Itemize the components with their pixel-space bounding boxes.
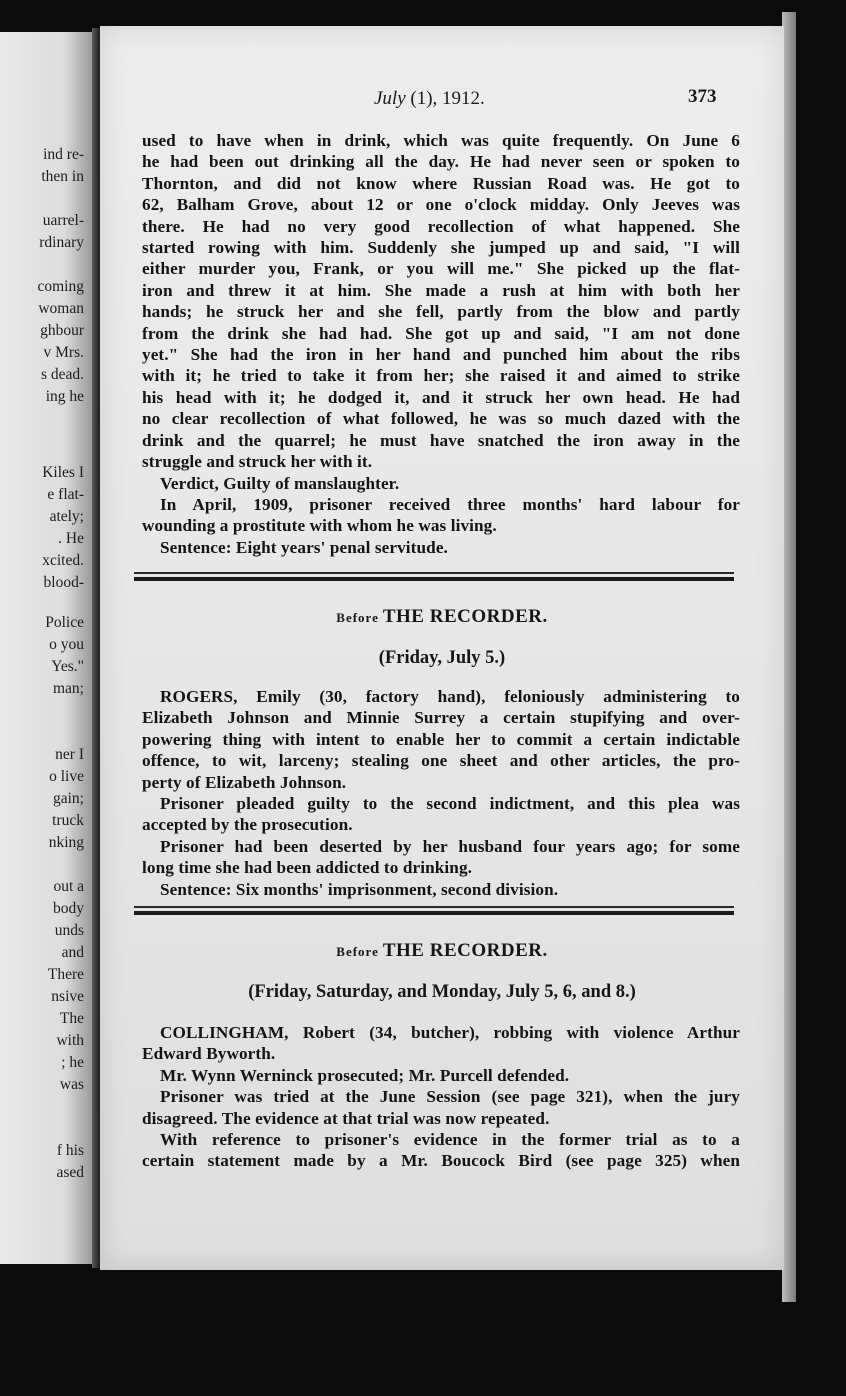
text-line: powering thing with intent to enable her to commit a certain indictable xyxy=(142,729,740,749)
section-divider xyxy=(134,572,734,581)
text-line: wounding a prostitute with whom he was living. xyxy=(142,516,497,536)
text-line: started rowing with him. Suddenly she jumped up and said, "I will xyxy=(142,238,740,258)
divider-thick xyxy=(134,577,734,581)
counsel: Mr. Wynn Werninck prosecuted; Mr. Purcell defended. xyxy=(160,1065,570,1085)
text-line: COLLINGHAM, Robert (34, butcher), robbing with violence Arthur xyxy=(160,1023,740,1042)
text-line: Thornton, and did not know where Russian Road was. He got to xyxy=(142,173,740,193)
facing-page-fragment: ner I xyxy=(55,746,84,763)
text-line: drink and the quarrel; he must have snatched the iron away in the xyxy=(142,430,740,450)
text-line: there. He had no very good recollection of what happened. She xyxy=(142,216,740,236)
facing-page-fragment: Yes." xyxy=(51,658,84,675)
text-line: ROGERS, Emily (30, factory hand), feloniously administering to xyxy=(160,687,740,706)
text-line: perty of Elizabeth Johnson. xyxy=(142,772,347,792)
text-line: no clear recollection of what followed, he was so much dazed with the xyxy=(142,409,740,429)
facing-page-fragment: out a xyxy=(53,878,84,895)
text-line: disagreed. The evidence at that trial was now repeated. xyxy=(142,1108,550,1128)
text-line: In April, 1909, prisoner received three months' hard labour for xyxy=(160,494,740,514)
text-line: from the drink she had had. She got up and said, "I am not done xyxy=(142,323,740,343)
text-line: yet." She had the iron in her hand and punched him about the ribs xyxy=(142,345,740,365)
facing-page-edge xyxy=(0,32,92,1264)
facing-page-fragment: and xyxy=(61,944,84,961)
facing-page-fragment: gain; xyxy=(53,790,84,807)
facing-page-fragment: f his xyxy=(56,1142,84,1159)
text-line: certain statement made by a Mr. Boucock Bird (see page 325) when xyxy=(142,1151,740,1171)
page-number: 373 xyxy=(688,86,717,107)
facing-page-fragment: body xyxy=(53,900,84,917)
facing-page-fragment: ; he xyxy=(61,1054,84,1071)
facing-page-fragment: v Mrs. xyxy=(43,344,84,361)
heading-recorder: THE RECORDER. xyxy=(382,940,548,961)
book-page xyxy=(100,26,784,1270)
facing-page-fragment: nking xyxy=(48,834,84,851)
facing-page-fragment: nsive xyxy=(51,988,84,1005)
facing-page-fragment: then in xyxy=(41,168,84,185)
facing-page-fragment: The xyxy=(59,1010,84,1027)
court-heading xyxy=(100,940,784,962)
facing-page-fragment: truck xyxy=(52,812,84,829)
text-line: with it; he tried to take it from her; she raised it and aimed to strike xyxy=(142,366,740,386)
facing-page-fragment: blood- xyxy=(43,574,84,591)
facing-page-fragment: o you xyxy=(49,636,84,653)
sentence: Sentence: Eight years' penal servitude. xyxy=(160,537,448,557)
facing-page-fragment: xcited. xyxy=(42,552,84,569)
divider-thin xyxy=(134,572,734,574)
text-line: With reference to prisoner's evidence in the former trial as to a xyxy=(160,1130,740,1150)
heading-recorder: THE RECORDER. xyxy=(382,606,548,627)
heading-before: Before xyxy=(336,944,379,959)
text-line: struggle and struck her with it. xyxy=(142,452,373,472)
facing-page-fragment: woman xyxy=(38,300,84,317)
text-line: he had been out drinking all the day. He had never seen or spoken to xyxy=(142,152,740,172)
facing-page-fragment: unds xyxy=(54,922,84,939)
text-line: accepted by the prosecution. xyxy=(142,815,353,835)
text-line: Prisoner had been deserted by her husband four years ago; for some xyxy=(160,836,740,856)
facing-page-fragment: ing he xyxy=(45,388,84,405)
facing-page-fragment: o live xyxy=(49,768,84,785)
facing-page-fragment: ghbour xyxy=(40,322,84,339)
facing-page-fragment: Kiles I xyxy=(42,464,84,481)
session-date: (Friday, July 5.) xyxy=(378,648,506,668)
page-edge-shadow xyxy=(782,12,796,1302)
facing-page-fragment: Police xyxy=(45,614,84,631)
text-line: either murder you, Frank, or you will me." She picked up the flat- xyxy=(142,259,740,279)
session-date: (Friday, Saturday, and Monday, July 5, 6, and 8.) xyxy=(248,982,636,1002)
facing-page-fragment: . He xyxy=(58,530,84,547)
section-divider xyxy=(134,906,734,915)
heading-before: Before xyxy=(336,610,379,625)
facing-page-fragment: s dead. xyxy=(40,366,84,383)
text-line: Prisoner pleaded guilty to the second indictment, and this plea was xyxy=(160,794,740,814)
text-line: Edward Byworth. xyxy=(142,1044,276,1064)
facing-page-fragment: with xyxy=(56,1032,84,1049)
facing-page-fragment: was xyxy=(59,1076,84,1093)
facing-page-fragment: ased xyxy=(56,1164,84,1181)
divider-thin xyxy=(134,906,734,908)
facing-page-fragment: man; xyxy=(53,680,84,697)
facing-page-fragment: coming xyxy=(37,278,84,295)
verdict: Verdict, Guilty of manslaughter. xyxy=(160,473,400,493)
text-line: Elizabeth Johnson and Minnie Surrey a certain stupifying and over- xyxy=(142,708,740,728)
text-line: his head with it; he dodged it, and it struck her own head. He had xyxy=(142,387,740,407)
case-rogers xyxy=(142,686,740,900)
section-continued-evidence xyxy=(142,130,740,558)
case-collingham xyxy=(142,1022,740,1172)
facing-page-fragment: ately; xyxy=(49,508,84,525)
facing-page-fragment: uarrel- xyxy=(42,212,84,229)
sentence: Sentence: Six months' imprisonment, second division. xyxy=(160,879,559,899)
facing-page-fragment: rdinary xyxy=(39,234,84,251)
text-line: used to have when in drink, which was quite frequently. On June 6 xyxy=(142,131,740,150)
facing-page-fragment: ind re- xyxy=(43,146,84,163)
text-line: 62, Balham Grove, about 12 or one o'clock midday. Only Jeeves was xyxy=(142,195,740,215)
text-line: Prisoner was tried at the June Session (see page 321), when the jury xyxy=(160,1087,740,1107)
text-line: hands; he struck her and she fell, partly from the blow and partly xyxy=(142,302,740,322)
facing-page-fragment: There xyxy=(47,966,84,983)
facing-page-fragment: e flat- xyxy=(47,486,84,503)
court-heading xyxy=(100,606,784,628)
text-line: iron and threw it at him. She made a rush at him with both her xyxy=(142,280,740,300)
running-head xyxy=(100,88,784,114)
text-line: long time she had been addicted to drinking. xyxy=(142,858,473,878)
divider-thick xyxy=(134,911,734,915)
text-line: offence, to wit, larceny; stealing one sheet and other articles, the pro- xyxy=(142,751,740,771)
running-head-month: July xyxy=(374,88,406,109)
running-head-year: (1), 1912. xyxy=(410,88,485,109)
running-head-date xyxy=(374,88,485,110)
